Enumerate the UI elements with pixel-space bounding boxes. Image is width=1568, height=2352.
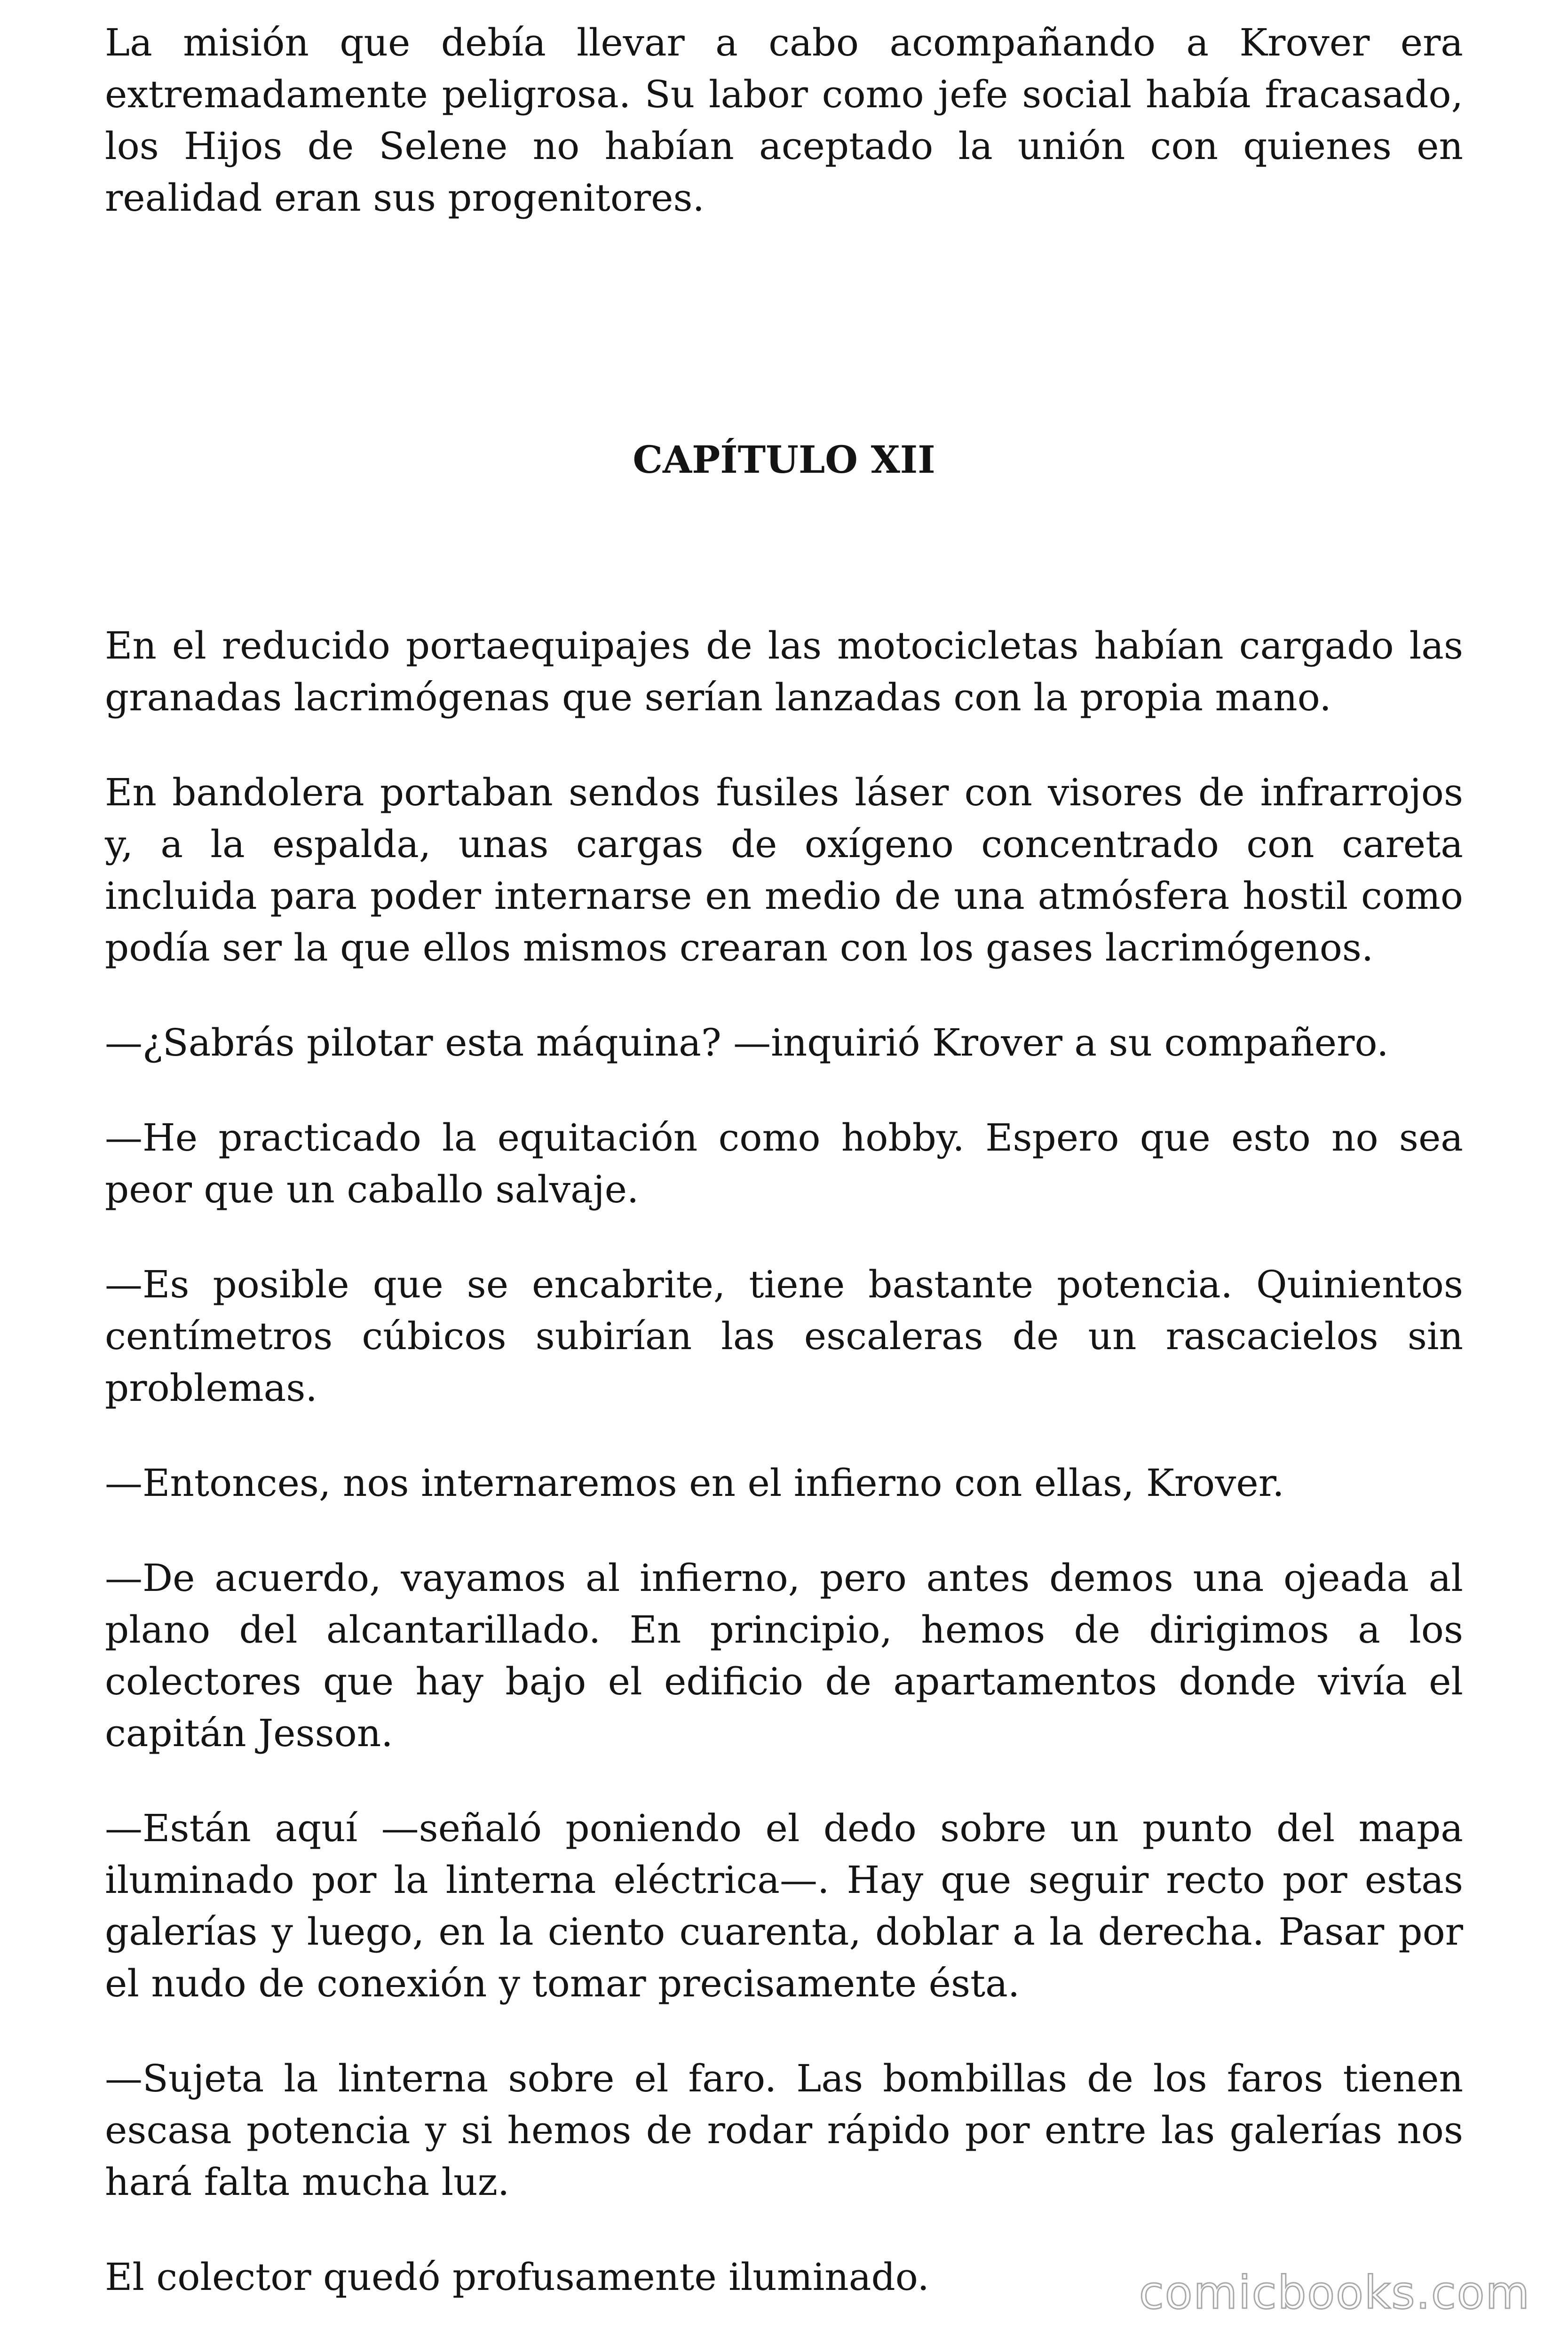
dialogue-paragraph: —Es posible que se encabrite, tiene bastante potencia. Quinientos centímetros cúbicos subirían las escaleras de un rascacielos sin problemas. [105,1263,1463,1410]
intro-paragraph: La misión que debía llevar a cabo acompañando a Krover era extremadamente peligrosa. Su labor como jefe social había fracasado, los Hijos de Selene no habían aceptado la unión con quienes en realidad eran sus progenitores. [105,21,1463,220]
dialogue-paragraph: —Están aquí —señaló poniendo el dedo sobre un punto del mapa iluminado por la linterna eléctrica—. Hay que seguir recto por estas galerías y luego, en la ciento cuarenta, doblar a la derecha. Pasar por el nudo de conexión y tomar precisamente ésta. [105,1806,1463,2005]
watermark: comicbooks.com [1139,2266,1530,2319]
chapter-paragraph: El colector quedó profusamente iluminado. [105,2255,929,2299]
chapter-title: CAPÍTULO XII [633,437,935,482]
dialogue-paragraph: —Sujeta la linterna sobre el faro. Las bombillas de los faros tienen escasa potencia y si hemos de rodar rápido por entre las galerías nos hará falta mucha luz. [105,2057,1463,2204]
dialogue-paragraph: —He practicado la equitación como hobby. Espero que esto no sea peor que un caballo salvaje. [105,1116,1463,1211]
book-page [105,17,1463,2346]
chapter-paragraph: En el reducido portaequipajes de las motocicletas habían cargado las granadas lacrimógenas que serían lanzadas con la propia mano. [105,624,1463,719]
dialogue-paragraph: —¿Sabrás pilotar esta máquina? —inquirió Krover a su compañero. [105,1021,1389,1065]
dialogue-paragraph: —Entonces, nos internaremos en el infierno con ellas, Krover. [105,1461,1284,1505]
dialogue-paragraph: —De acuerdo, vayamos al infierno, pero antes demos una ojeada al plano del alcantarillado. En principio, hemos de dirigimos a los colectores que hay bajo el edificio de apartamentos donde vivía el capitán Jesson. [105,1556,1463,1755]
chapter-body [105,620,1463,2303]
chapter-paragraph: En bandolera portaban sendos fusiles láser con visores de infrarrojos y, a la espalda, unas cargas de oxígeno concentrado con careta incluida para poder internarse en medio de una atmósfera hostil como podía ser la que ellos mismos crearan con los gases lacrimógenos. [105,771,1463,969]
